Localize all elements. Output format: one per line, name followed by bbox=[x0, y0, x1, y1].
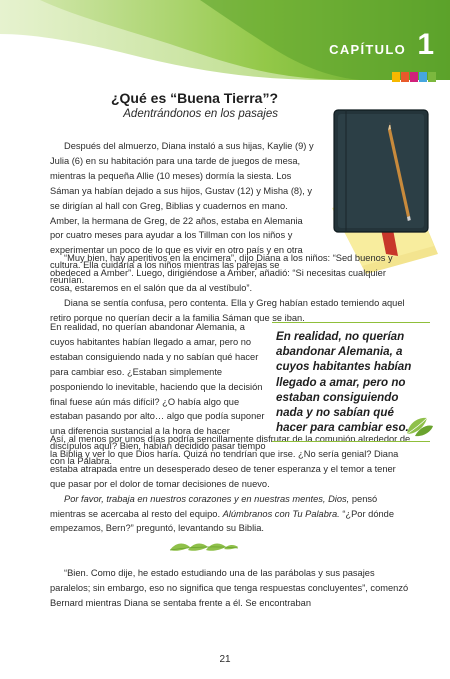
section-subtitle: Adentrándonos en los pasajes bbox=[123, 108, 278, 120]
paragraph-5 bbox=[50, 566, 412, 611]
paragraph-3-ending: Así, al menos por unos días podría sencillamente disfrutar de la comunión alrededor de la Biblia y ver lo que Dios haría. Quizá no tendrían que irse. ¿No sería genial? Diana estaba atrapada entre un desesperado deseo de tener esperanza y el temor a tener que pasar por el dolor de tomar decisiones de nuevo. bbox=[50, 434, 411, 489]
paragraph-3-end-and-4 bbox=[50, 432, 412, 536]
paragraph-4-text bbox=[50, 492, 412, 537]
color-block-magenta bbox=[410, 72, 418, 82]
prayer-italic-2: Alúmbranos con Tu Palabra. bbox=[222, 508, 340, 519]
page-number: 21 bbox=[219, 654, 231, 665]
paragraph-2-text: “Muy bien, hay aperitivos en la encimera”, dijo Diana a los niños: “Sed buenos y obedeced a Amber”. Luego, dirigiéndose a Amber, añadió: “Si necesitas cualquier cosa, estaremos en el salón que da al vestíbulo”. bbox=[50, 253, 393, 293]
paragraph-4-normal-2: “¿Por dónde empezamos, Bern?” preguntó, levantando su Biblia. bbox=[50, 508, 395, 534]
section-title: ¿Qué es “Buena Tierra”? bbox=[110, 90, 278, 106]
paragraph-5-text: “Bien. Como dije, he estado estudiando una de las parábolas y sus pasajes paralelos; sin embargo, eso no significa que tenga respuestas concluyentes”, comenzó Bernard mientras Diana se sentaba frente a él. Se encontraban bbox=[50, 568, 409, 608]
paragraph-1-text: Después del almuerzo, Diana instaló a sus hijas, Kaylie (9) y Julia (6) en su habitación para una tarde de juegos de mesa, mientras la pequeña Allie (10 meses) dormía la siesta. Los Sáman ya habían dejado a sus hijos, Gustav (12) y Misha (8), y se dirigían al hall con Greg, Biblias y cuadernos en mano. Amber, la hermana de Greg, de 22 años, estaba en Alemania por cuatro meses para ayudar a los Tillman con los niños y experimentar un poco de lo que es vivir en otro país y en otra cultura. Ella cuidaría a los niños mientras las parejas se reunían. bbox=[50, 141, 314, 286]
paragraph-2-group bbox=[50, 251, 410, 326]
color-block-orange bbox=[401, 72, 409, 82]
notebook-pencil-illustration bbox=[326, 104, 438, 274]
paragraph-4-normal-1: pensó mientras se acercaba al resto del equipo. bbox=[50, 493, 378, 519]
color-block-blue bbox=[419, 72, 427, 82]
chapter-label: CAPÍTULO bbox=[329, 42, 406, 57]
green-wave-graphic bbox=[0, 0, 450, 80]
chapter-number: 1 bbox=[417, 28, 434, 61]
leaf-ornament-divider bbox=[168, 540, 240, 554]
paragraph-3-body: En realidad, no querían abandonar Alemania, a cuyos habitantes habían llegado a amar, pero no estaban consiguiendo nada y no sabían qué hacer para cambiar eso. ¿Estaban simplemente posponiendo lo inevitable, haciendo que la decisión final fuese aún más difícil? ¿O había algo que estaban pasando por alto… algo que podía suponer una diferencia sustancial a la hora de hacer discípulos aquí? Bien, habían decidido pasar tiempo con la Palabra. bbox=[50, 322, 266, 467]
leaf-icon bbox=[405, 414, 435, 438]
prayer-italic-1: Por favor, trabaja en nuestros corazones y en nuestras mentes, Dios, bbox=[64, 493, 350, 504]
paragraph-3-text: Diana se sentía confusa, pero contenta. Ella y Greg habían estado temiendo aquel retiro porque no querían decir a la familia Sáman que se iban. bbox=[50, 297, 405, 323]
color-block-yellow bbox=[392, 72, 400, 82]
color-block-green bbox=[428, 72, 436, 82]
pull-quote-text: En realidad, no querían abandonar Alemania, a cuyos habitantes habían llegado a amar, pero no estaban consiguiendo nada y no sabían qué hacer para cambiar eso. bbox=[276, 330, 412, 435]
chapter-header-band bbox=[0, 0, 450, 80]
color-block-strip bbox=[392, 72, 436, 82]
